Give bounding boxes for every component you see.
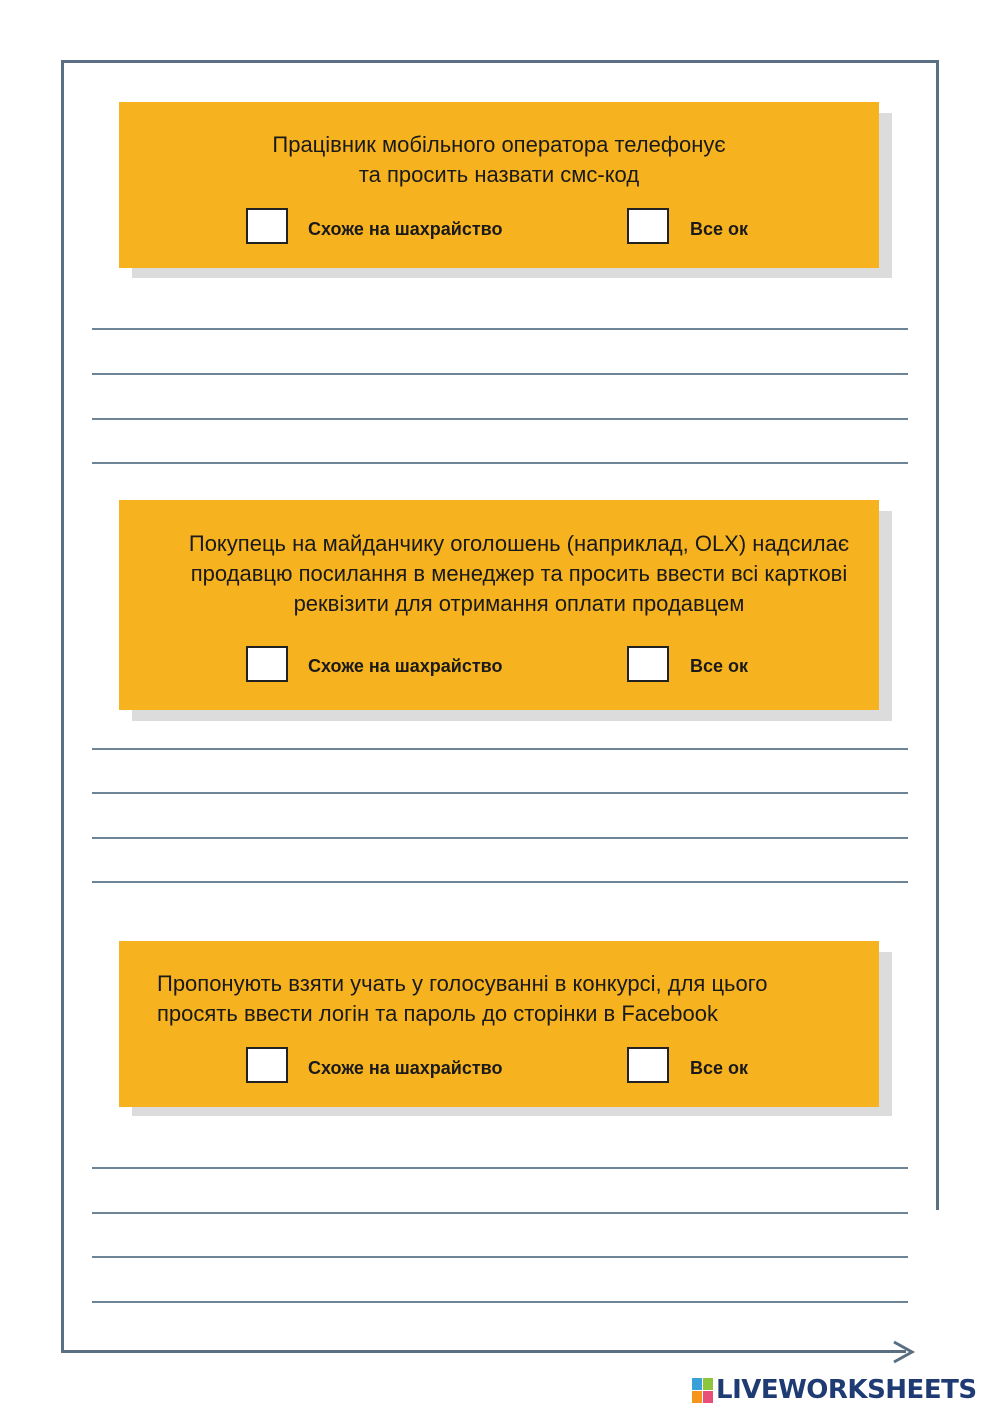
frame-left-border [61,60,64,1353]
arrow-right-icon [890,1340,916,1364]
ok-label-1: Все ок [690,219,749,239]
answer-line[interactable] [92,1167,908,1169]
fraud-checkbox-3[interactable] [246,1047,288,1083]
answer-line[interactable] [92,462,908,464]
answer-line[interactable] [92,1212,908,1214]
liveworksheets-logo[interactable] [692,1374,977,1406]
answer-line[interactable] [92,1301,908,1303]
frame-right-border [936,60,939,1210]
ok-label-2: Все ок [690,656,749,676]
answer-line[interactable] [92,1256,908,1258]
answer-line[interactable] [92,837,908,839]
fraud-label-3: Схоже на шахрайство [308,1058,503,1078]
fraud-label-2: Схоже на шахрайство [308,656,503,676]
answer-line[interactable] [92,881,908,883]
ok-checkbox-2[interactable] [627,646,669,682]
question-3-line-2: просять ввести логін та пароль до сторінки в Facebook [157,1001,718,1026]
answer-line[interactable] [92,748,908,750]
question-1-line-2: та просить назвати смс-код [358,162,640,187]
fraud-checkbox-1[interactable] [246,208,288,244]
question-3-line-1: Пропонують взяти учать у голосуванні в конкурсі, для цього [157,971,768,996]
question-card-2 [119,500,879,710]
question-1-line-1: Працівник мобільного оператора телефонує [272,132,726,157]
answer-line[interactable] [92,328,908,330]
question-2-line-2: продавцю посилання в менеджер та просить ввести всі карткові [190,561,848,586]
question-card-1 [119,102,879,268]
frame-bottom-border [61,1350,906,1353]
brand-name: LIVEWORKSHEETS [716,1375,977,1405]
fraud-checkbox-2[interactable] [246,646,288,682]
question-2-line-1: Покупець на майданчику оголошень (наприклад, OLX) надсилає [188,531,850,556]
liveworksheets-mark-icon [692,1378,713,1403]
question-2-line-3: реквізити для отримання оплати продавцем [293,591,745,616]
ok-checkbox-3[interactable] [627,1047,669,1083]
frame-top-border [61,60,939,63]
answer-line[interactable] [92,792,908,794]
answer-line[interactable] [92,373,908,375]
fraud-label-1: Схоже на шахрайство [308,219,503,239]
ok-checkbox-1[interactable] [627,208,669,244]
answer-line[interactable] [92,418,908,420]
ok-label-3: Все ок [690,1058,749,1078]
question-card-3 [119,941,879,1107]
